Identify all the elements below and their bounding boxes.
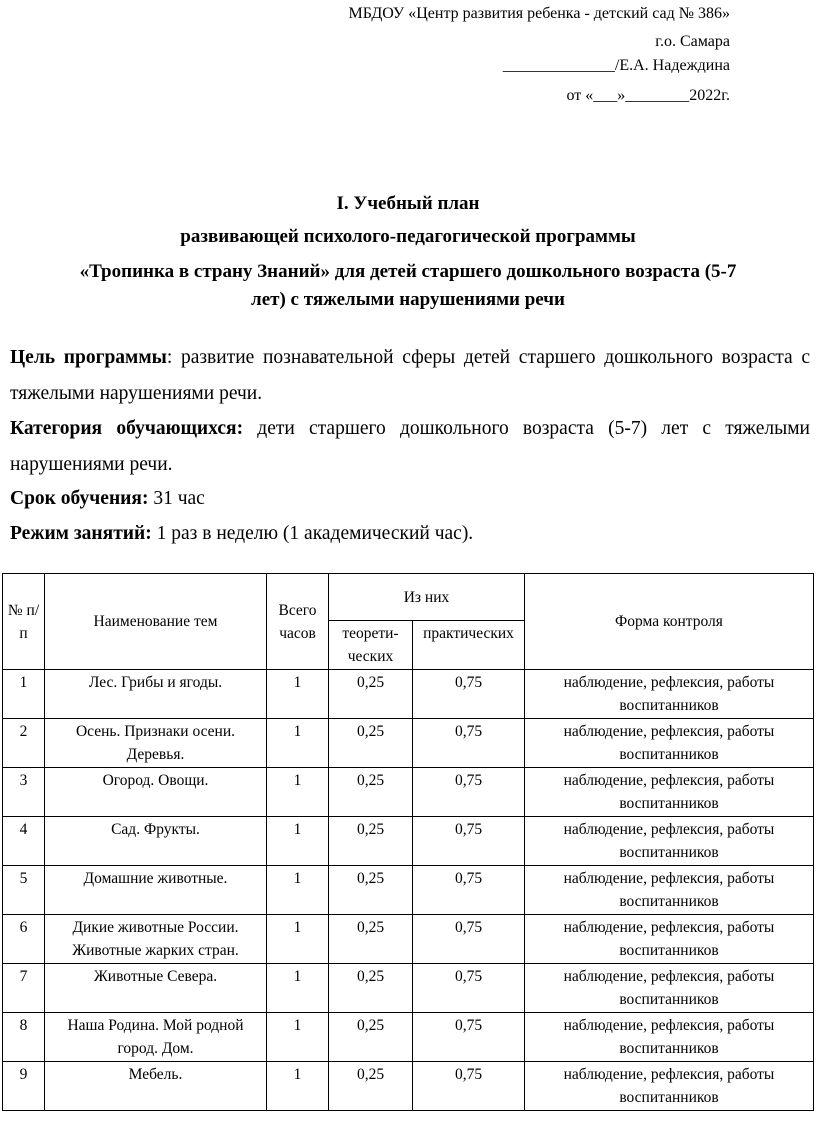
row-topic: Огород. Овощи. <box>45 768 267 817</box>
table-header-row <box>3 574 814 621</box>
row-topic: Домашние животные. <box>45 866 267 915</box>
row-practice-hours: 0,75 <box>413 1062 525 1111</box>
category-text: дети старшего дошкольного возраста (5-7) лет с тяжелыми нарушениями речи. <box>10 418 810 475</box>
row-theory-hours: 0,25 <box>329 817 413 866</box>
header-num: № п/п <box>3 574 45 670</box>
row-total-hours: 1 <box>267 866 329 915</box>
plan-title: I. Учебный план <box>336 193 480 214</box>
table-row <box>3 670 814 719</box>
row-theory-hours: 0,25 <box>329 915 413 964</box>
row-control-form: наблюдение, рефлексия, работы воспитанников <box>525 670 814 719</box>
goal-label: Цель программы <box>10 347 167 368</box>
row-theory-hours: 0,25 <box>329 964 413 1013</box>
study-plan-table <box>2 573 814 1111</box>
row-practice-hours: 0,75 <box>413 866 525 915</box>
approval-date: от «___»________2022г. <box>566 87 730 104</box>
row-topic: Осень. Признаки осени. Деревья. <box>45 719 267 768</box>
table-row <box>3 1062 814 1111</box>
row-control-form: наблюдение, рефлексия, работы воспитанников <box>525 817 814 866</box>
row-topic: Сад. Фрукты. <box>45 817 267 866</box>
row-theory-hours: 0,25 <box>329 719 413 768</box>
goal-text: : развитие познавательной сферы детей старшего дошкольного возраста с тяжелыми нарушениями речи. <box>10 347 810 404</box>
approval-signature: ______________/Е.А. Надеждина <box>502 57 730 74</box>
row-practice-hours: 0,75 <box>413 768 525 817</box>
mode-text: 1 раз в неделю (1 академический час). <box>151 523 474 544</box>
row-control-form: наблюдение, рефлексия, работы воспитанников <box>525 866 814 915</box>
row-num: 6 <box>3 915 45 964</box>
header-of-them: Из них <box>329 574 525 621</box>
program-name-line2: лет) с тяжелыми нарушениями речи <box>251 289 565 310</box>
row-control-form: наблюдение, рефлексия, работы воспитанников <box>525 915 814 964</box>
header-theory: теорети-ческих <box>329 621 413 670</box>
row-control-form: наблюдение, рефлексия, работы воспитанников <box>525 1013 814 1062</box>
row-total-hours: 1 <box>267 817 329 866</box>
row-topic: Мебель. <box>45 1062 267 1111</box>
table-row <box>3 964 814 1013</box>
row-num: 5 <box>3 866 45 915</box>
header-control: Форма контроля <box>525 574 814 670</box>
term-text: 31 час <box>148 488 205 509</box>
row-theory-hours: 0,25 <box>329 1062 413 1111</box>
header-total: Всего часов <box>267 574 329 670</box>
row-control-form: наблюдение, рефлексия, работы воспитанников <box>525 719 814 768</box>
mode-paragraph <box>10 516 810 552</box>
row-total-hours: 1 <box>267 964 329 1013</box>
goal-paragraph <box>10 340 810 412</box>
row-practice-hours: 0,75 <box>413 964 525 1013</box>
program-name-line1: «Тропинка в страну Знаний» для детей старшего дошкольного возраста (5-7 <box>79 261 737 282</box>
table-row <box>3 768 814 817</box>
row-total-hours: 1 <box>267 915 329 964</box>
row-topic: Дикие животные России. Животные жарких стран. <box>45 915 267 964</box>
row-total-hours: 1 <box>267 1062 329 1111</box>
row-theory-hours: 0,25 <box>329 670 413 719</box>
approval-org: МБДОУ «Центр развития ребенка - детский сад № 386» <box>348 5 730 22</box>
category-paragraph <box>10 411 810 483</box>
row-control-form: наблюдение, рефлексия, работы воспитанников <box>525 1062 814 1111</box>
table-row <box>3 866 814 915</box>
term-paragraph <box>10 481 810 517</box>
row-topic: Лес. Грибы и ягоды. <box>45 670 267 719</box>
row-num: 4 <box>3 817 45 866</box>
row-num: 7 <box>3 964 45 1013</box>
row-practice-hours: 0,75 <box>413 915 525 964</box>
row-num: 2 <box>3 719 45 768</box>
row-num: 1 <box>3 670 45 719</box>
approval-city: г.о. Самара <box>655 33 730 50</box>
table-row <box>3 817 814 866</box>
row-control-form: наблюдение, рефлексия, работы воспитанников <box>525 768 814 817</box>
category-label: Категория обучающихся: <box>10 418 244 439</box>
row-topic: Наша Родина. Мой родной город. Дом. <box>45 1013 267 1062</box>
table-row <box>3 915 814 964</box>
row-num: 8 <box>3 1013 45 1062</box>
header-name: Наименование тем <box>45 574 267 670</box>
row-topic: Животные Севера. <box>45 964 267 1013</box>
row-practice-hours: 0,75 <box>413 719 525 768</box>
table-row <box>3 719 814 768</box>
row-num: 3 <box>3 768 45 817</box>
row-total-hours: 1 <box>267 768 329 817</box>
row-theory-hours: 0,25 <box>329 866 413 915</box>
row-total-hours: 1 <box>267 719 329 768</box>
plan-subtitle: развивающей психолого-педагогической программы <box>180 226 636 247</box>
row-theory-hours: 0,25 <box>329 1013 413 1062</box>
row-total-hours: 1 <box>267 670 329 719</box>
header-practice: практических <box>413 621 525 670</box>
table-row <box>3 1013 814 1062</box>
row-practice-hours: 0,75 <box>413 670 525 719</box>
row-num: 9 <box>3 1062 45 1111</box>
row-control-form: наблюдение, рефлексия, работы воспитанников <box>525 964 814 1013</box>
row-total-hours: 1 <box>267 1013 329 1062</box>
row-theory-hours: 0,25 <box>329 768 413 817</box>
mode-label: Режим занятий: <box>10 523 152 544</box>
term-label: Срок обучения: <box>10 488 149 509</box>
row-practice-hours: 0,75 <box>413 1013 525 1062</box>
row-practice-hours: 0,75 <box>413 817 525 866</box>
